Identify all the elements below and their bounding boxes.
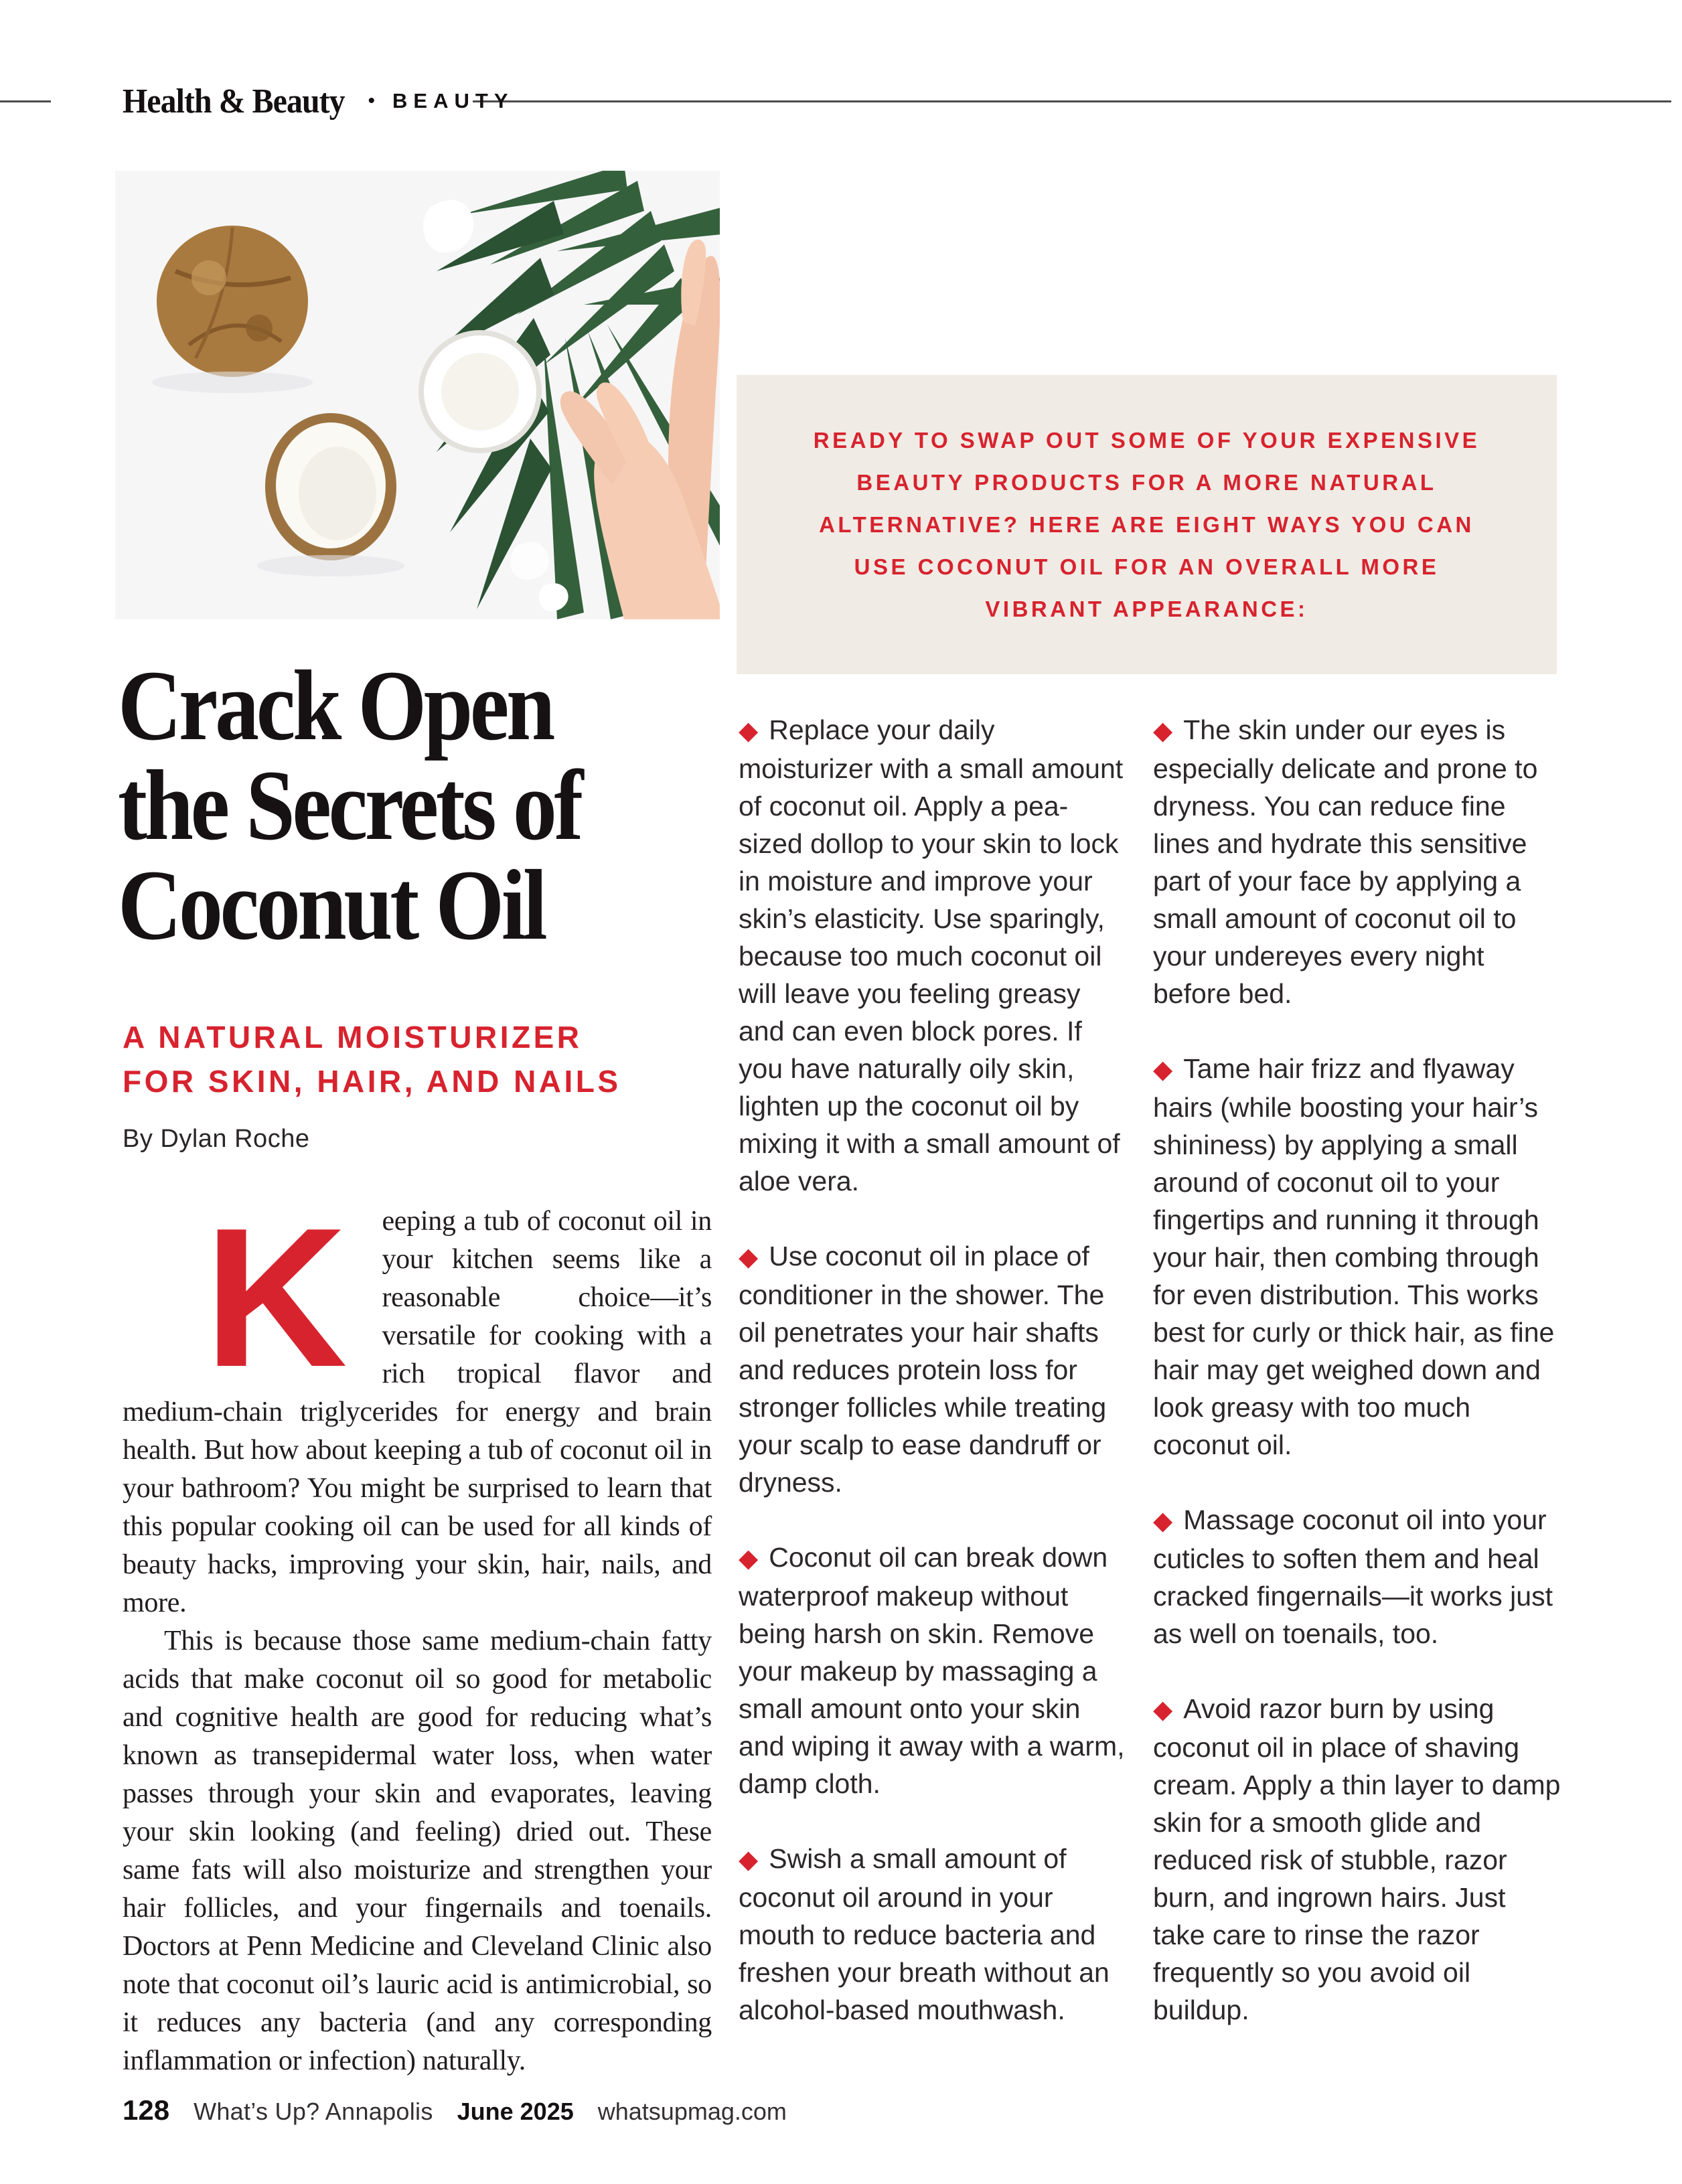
tip-item	[739, 1840, 1128, 2029]
tip-text: Use coconut oil in place of conditioner in the shower. The oil penetrates your hair shafts and reduces protein loss for stronger follicles while treating your scalp to ease dandruff or dryness.	[739, 1241, 1107, 1498]
tip-text: Massage coconut oil into your cuticles to soften them and heal cracked fingernails—it works just as well on toenails, too.	[1153, 1504, 1553, 1649]
tip-text: Swish a small amount of coconut oil around in your mouth to reduce bacteria and freshen your breath without an alcohol-based mouthwash.	[739, 1843, 1110, 2025]
separator-dot-icon: •	[368, 90, 376, 112]
diamond-bullet-icon: ◆	[739, 1846, 759, 1874]
magazine-name: What’s Up? Annapolis	[194, 2098, 433, 2125]
article-photo	[115, 171, 720, 619]
subtitle-line-1: A NATURAL MOISTURIZER	[123, 1020, 583, 1055]
intro-callout-box	[737, 375, 1557, 674]
issue-date: June 2025	[457, 2098, 574, 2125]
article-title	[118, 650, 713, 961]
body-paragraph-1	[123, 1186, 712, 1622]
tip-text: Replace your daily moisturizer with a small amount of coconut oil. Apply a pea-sized dollop to your skin to lock in moisture and improve your skin’s elasticity. Use sparingly, because too much coconut oil will leave you feeling greasy and can even block pores. If you have naturally oily skin, lighten up the coconut oil by mixing it with a small amount of aloe vera.	[739, 714, 1124, 1196]
page-footer	[123, 2094, 787, 2126]
title-line-3: Coconut Oil	[118, 850, 545, 961]
tip-text: Tame hair frizz and flyaway hairs (while boosting your hair’s shininess) by applying a small around of coconut oil to your fingertips and running it through your hair, then combing through for even distribution. This works best for curly or thick hair, as fine hair may get weighed down and look greasy with too much coconut oil.	[1153, 1053, 1555, 1460]
tip-text: The skin under our eyes is especially delicate and prone to dryness. You can reduce fine lines and hydrate this sensitive part of your face by applying a small amount of coconut oil to your undereyes every night before bed.	[1153, 714, 1538, 1009]
paragraph-1-text: eeping a tub of coconut oil in your kitchen seems like a reasonable choice—it’s versatile for cooking with a rich tropical flavor and medium-chain triglycerides for energy and brain health. But how about keeping a tub of coconut oil in your bathroom? You might be surprised to learn that this popular cooking oil can be used for all kinds of beauty hacks, improving your skin, hair, nails, and more.	[123, 1206, 712, 1618]
tip-item	[1153, 1501, 1563, 1652]
tip-item	[739, 1539, 1128, 1802]
website-url: whatsupmag.com	[597, 2098, 787, 2125]
tip-item	[1153, 711, 1563, 1012]
header-rule-right	[473, 100, 1671, 102]
article-body	[123, 1186, 712, 2080]
byline: By Dylan Roche	[123, 1125, 310, 1153]
section-category: BEAUTY	[392, 89, 514, 112]
tip-text: Coconut oil can break down waterproof makeup without being harsh on skin. Remove your makeup by massaging a small amount onto your skin and wiping it away with a warm, damp cloth.	[739, 1542, 1125, 1799]
diamond-bullet-icon: ◆	[739, 1545, 759, 1573]
tip-item	[739, 711, 1128, 1200]
title-line-2: the Secrets of	[118, 750, 581, 861]
diamond-bullet-icon: ◆	[1153, 717, 1173, 745]
page-number: 128	[123, 2094, 170, 2126]
title-line-1: Crack Open	[118, 650, 552, 761]
section-title: Health & Beauty	[123, 82, 345, 121]
tips-column-2	[1153, 711, 1563, 2066]
body-paragraph-2: This is because those same medium-chain fatty acids that make coconut oil so good for metabolic and cognitive health are good for reducing what’s known as transepidermal water loss, when water passes through your skin and evaporates, leaving your skin looking (and feeling) dried out. These same fats will also moisturize and strengthen your hair follicles, and your fingernails and toenails. Doctors at Penn Medicine and Cleveland Clinic also note that coconut oil’s lauric acid is antimicrobial, so it reduces any bacteria (and any corresponding inflammation or infection) naturally.	[123, 1626, 712, 2076]
diamond-bullet-icon: ◆	[739, 717, 759, 745]
tip-item	[1153, 1690, 1563, 2029]
header-rule-left	[0, 100, 51, 102]
tips-column-1	[739, 711, 1128, 2066]
section-kicker	[123, 71, 514, 131]
intro-text: READY TO SWAP OUT SOME OF YOUR EXPENSIVE BEAUTY PRODUCTS FOR A MORE NATURAL ALTERNATIVE? HERE ARE EIGHT WAYS YOU CAN USE COCONUT OIL FOR AN OVERALL MORE VIBRANT APPEARANCE:	[813, 428, 1480, 621]
tip-item	[739, 1237, 1128, 1501]
article-subtitle	[123, 1015, 621, 1103]
tip-text: Avoid razor burn by using coconut oil in place of shaving cream. Apply a thin layer to damp skin for a smooth glide and reduced risk of stubble, razor burn, and ingrown hairs. Just take care to rinse the razor frequently so you avoid oil buildup.	[1153, 1693, 1561, 2025]
diamond-bullet-icon: ◆	[1153, 1056, 1173, 1084]
dropcap-letter: K	[204, 1186, 348, 1408]
tip-item	[1153, 1050, 1563, 1464]
subtitle-line-2: FOR SKIN, HAIR, AND NAILS	[123, 1064, 621, 1099]
diamond-bullet-icon: ◆	[1153, 1696, 1173, 1724]
diamond-bullet-icon: ◆	[739, 1243, 759, 1271]
diamond-bullet-icon: ◆	[1153, 1507, 1173, 1535]
coconut-palm-hands-illustration	[115, 171, 720, 619]
